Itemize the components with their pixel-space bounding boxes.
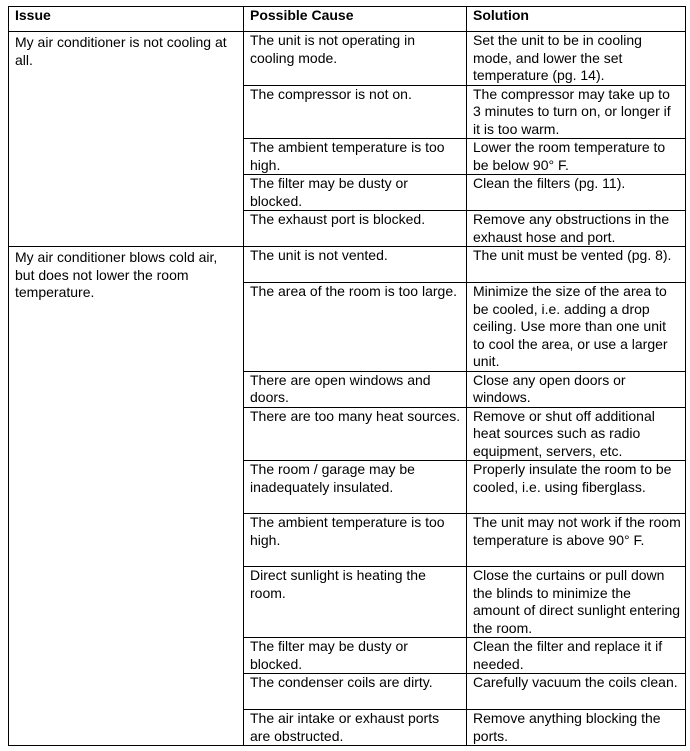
solution-cell: Close any open doors or windows.	[467, 371, 686, 407]
solution-cell: Properly insulate the room to be cooled, i.e. using fiberglass.	[467, 461, 686, 514]
solution-cell: The unit must be vented (pg. 8).	[467, 247, 686, 283]
solution-cell: Set the unit to be in cooling mode, and lower the set temperature (pg. 14).	[467, 32, 686, 86]
cause-cell: There are too many heat sources.	[244, 407, 467, 461]
table-row	[9, 247, 686, 283]
header-solution: Solution	[467, 7, 686, 32]
solution-cell: Minimize the size of the area to be cooled, i.e. adding a drop ceiling. Use more than one unit to cool the area, or use a larger unit.	[467, 283, 686, 372]
cause-cell: The unit is not operating in cooling mode.	[244, 32, 467, 86]
cause-cell: The area of the room is too large.	[244, 283, 467, 372]
solution-cell: Remove any obstructions in the exhaust hose and port.	[467, 211, 686, 247]
solution-cell: Remove anything blocking the ports.	[467, 710, 686, 746]
issue-cell: My air conditioner is not cooling at all.	[9, 32, 244, 247]
cause-cell: The air intake or exhaust ports are obstructed.	[244, 710, 467, 746]
solution-cell: Clean the filter and replace it if needed.	[467, 638, 686, 674]
cause-cell: There are open windows and doors.	[244, 371, 467, 407]
issue-cell: My air conditioner blows cold air, but does not lower the room temperature.	[9, 247, 244, 746]
cause-cell: The room / garage may be inadequately insulated.	[244, 461, 467, 514]
cause-cell: The filter may be dusty or blocked.	[244, 638, 467, 674]
solution-cell: The compressor may take up to 3 minutes to turn on, or longer if it is too warm.	[467, 85, 686, 139]
cause-cell: The compressor is not on.	[244, 85, 467, 139]
cause-cell: The ambient temperature is too high.	[244, 514, 467, 567]
cause-cell: The condenser coils are dirty.	[244, 674, 467, 710]
header-possible-cause: Possible Cause	[244, 7, 467, 32]
cause-cell: The ambient temperature is too high.	[244, 139, 467, 175]
solution-cell: Close the curtains or pull down the blinds to minimize the amount of direct sunlight entering the room.	[467, 567, 686, 638]
cause-cell: The exhaust port is blocked.	[244, 211, 467, 247]
header-issue: Issue	[9, 7, 244, 32]
cause-cell: The unit is not vented.	[244, 247, 467, 283]
cause-cell: The filter may be dusty or blocked.	[244, 175, 467, 211]
troubleshooting-table	[8, 6, 686, 746]
cause-cell: Direct sunlight is heating the room.	[244, 567, 467, 638]
solution-cell: The unit may not work if the room temperature is above 90° F.	[467, 514, 686, 567]
solution-cell: Clean the filters (pg. 11).	[467, 175, 686, 211]
solution-cell: Remove or shut off additional heat sources such as radio equipment, servers, etc.	[467, 407, 686, 461]
solution-cell: Lower the room temperature to be below 90° F.	[467, 139, 686, 175]
header-row	[9, 7, 686, 32]
table-row	[9, 32, 686, 86]
solution-cell: Carefully vacuum the coils clean.	[467, 674, 686, 710]
